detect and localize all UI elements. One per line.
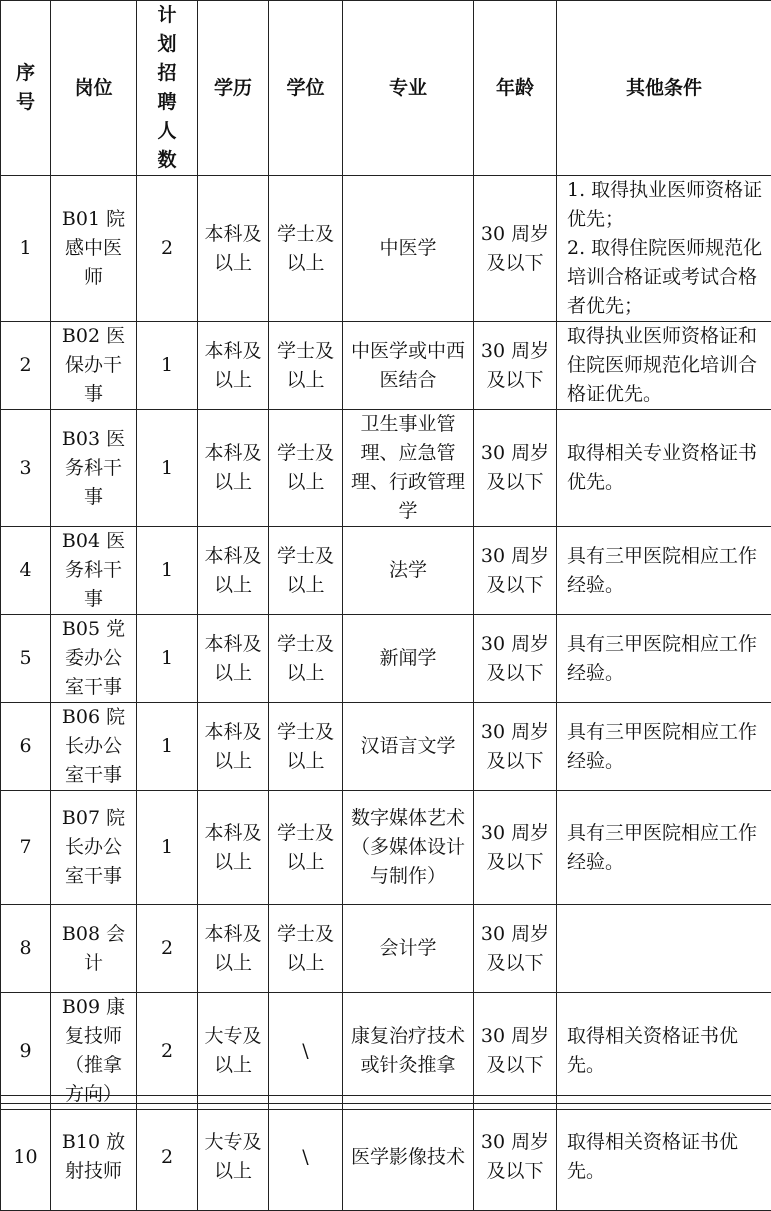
cell-major: 会计学: [343, 905, 474, 993]
cell-index: 2: [1, 322, 51, 410]
cell-major: 新闻学: [343, 615, 474, 703]
table-row: [1, 322, 771, 410]
cell-age: 30 周岁及以下: [474, 993, 557, 1110]
header-row: [1, 1, 771, 176]
cell-other: 取得相关专业资格证书优先。: [557, 410, 771, 527]
cell-major: 数字媒体艺术（多媒体设计与制作）: [343, 791, 474, 905]
cell-count: 2: [137, 1104, 198, 1211]
cell-other: 取得相关资格证书优先。: [557, 993, 771, 1110]
cell-index: 3: [1, 410, 51, 527]
cell-degree: \: [269, 1104, 343, 1211]
cell-education: 大专及以上: [198, 1104, 269, 1211]
cell-post: B05 党委办公室干事: [51, 615, 137, 703]
cell-post: B09 康复技师（推拿方向）: [51, 993, 137, 1110]
cell-post: B06 院长办公室干事: [51, 703, 137, 791]
cell-education: 本科及以上: [198, 176, 269, 322]
header-education: 学历: [198, 1, 269, 176]
cell-count: 1: [137, 791, 198, 905]
cell-age: 30 周岁及以下: [474, 615, 557, 703]
cell-post: B02 医保办干事: [51, 322, 137, 410]
cell-index: 4: [1, 527, 51, 615]
cell-education: 大专及以上: [198, 993, 269, 1110]
table-row: [1, 410, 771, 527]
cell-other: [557, 905, 771, 993]
cell-count: 1: [137, 703, 198, 791]
cell-index: 7: [1, 791, 51, 905]
cell-index: 10: [1, 1104, 51, 1211]
cell-major: 汉语言文学: [343, 703, 474, 791]
cell-count: 2: [137, 905, 198, 993]
cell-index: 1: [1, 176, 51, 322]
table-row: [1, 176, 771, 322]
cell-other: 取得执业医师资格证和住院医师规范化培训合格证优先。: [557, 322, 771, 410]
cell-age: 30 周岁及以下: [474, 527, 557, 615]
cell-index: 8: [1, 905, 51, 993]
cell-education: 本科及以上: [198, 410, 269, 527]
cell-other: 1. 取得执业医师资格证优先； 2. 取得住院医师规范化培训合格证或考试合格者优先；: [557, 176, 771, 322]
cell-post: B08 会计: [51, 905, 137, 993]
table-row: [1, 615, 771, 703]
cell-age: 30 周岁及以下: [474, 410, 557, 527]
cell-major: 中医学: [343, 176, 474, 322]
table-row: [1, 993, 771, 1110]
cell-education: 本科及以上: [198, 615, 269, 703]
cell-age: 30 周岁及以下: [474, 322, 557, 410]
cell-major: 中医学或中西医结合: [343, 322, 474, 410]
cell-post: B04 医务科干事: [51, 527, 137, 615]
cell-post: B10 放射技师: [51, 1104, 137, 1211]
cell-major: 卫生事业管理、应急管理、行政管理学: [343, 410, 474, 527]
cell-count: 1: [137, 527, 198, 615]
cell-major: 法学: [343, 527, 474, 615]
cell-count: 1: [137, 322, 198, 410]
cell-degree: 学士及以上: [269, 703, 343, 791]
cell-other: 具有三甲医院相应工作经验。: [557, 527, 771, 615]
cell-post: B03 医务科干事: [51, 410, 137, 527]
cell-post: B01 院感中医师: [51, 176, 137, 322]
cell-education: 本科及以上: [198, 703, 269, 791]
table-row: [1, 791, 771, 905]
header-post: 岗位: [51, 1, 137, 176]
cell-age: 30 周岁及以下: [474, 791, 557, 905]
cell-education: 本科及以上: [198, 322, 269, 410]
cell-count: 1: [137, 410, 198, 527]
cell-index: 5: [1, 615, 51, 703]
cell-education: 本科及以上: [198, 905, 269, 993]
cell-other: 具有三甲医院相应工作经验。: [557, 615, 771, 703]
cell-major: 康复治疗技术或针灸推拿: [343, 993, 474, 1110]
cell-degree: 学士及以上: [269, 791, 343, 905]
header-other: 其他条件: [557, 1, 771, 176]
cell-index: 6: [1, 703, 51, 791]
cell-degree: 学士及以上: [269, 615, 343, 703]
table-row: [1, 527, 771, 615]
cell-post: B07 院长办公室干事: [51, 791, 137, 905]
table-divider: [0, 1095, 771, 1096]
cell-other: 取得相关资格证书优先。: [557, 1104, 771, 1211]
cell-degree: 学士及以上: [269, 176, 343, 322]
cell-degree: 学士及以上: [269, 410, 343, 527]
table-row: [1, 905, 771, 993]
recruitment-table-continued: [0, 1103, 771, 1211]
cell-degree: \: [269, 993, 343, 1110]
cell-count: 1: [137, 615, 198, 703]
cell-education: 本科及以上: [198, 527, 269, 615]
header-major: 专业: [343, 1, 474, 176]
cell-age: 30 周岁及以下: [474, 1104, 557, 1211]
header-degree: 学位: [269, 1, 343, 176]
header-index: 序号: [1, 1, 51, 176]
cell-age: 30 周岁及以下: [474, 176, 557, 322]
header-age: 年龄: [474, 1, 557, 176]
cell-degree: 学士及以上: [269, 905, 343, 993]
cell-age: 30 周岁及以下: [474, 703, 557, 791]
cell-count: 2: [137, 993, 198, 1110]
cell-age: 30 周岁及以下: [474, 905, 557, 993]
table-row: [1, 1104, 771, 1211]
cell-other: 具有三甲医院相应工作经验。: [557, 791, 771, 905]
cell-index: 9: [1, 993, 51, 1110]
header-count: 计划招聘人数: [137, 1, 198, 176]
cell-count: 2: [137, 176, 198, 322]
cell-major: 医学影像技术: [343, 1104, 474, 1211]
cell-degree: 学士及以上: [269, 322, 343, 410]
cell-degree: 学士及以上: [269, 527, 343, 615]
cell-other: 具有三甲医院相应工作经验。: [557, 703, 771, 791]
table-row: [1, 703, 771, 791]
cell-education: 本科及以上: [198, 791, 269, 905]
